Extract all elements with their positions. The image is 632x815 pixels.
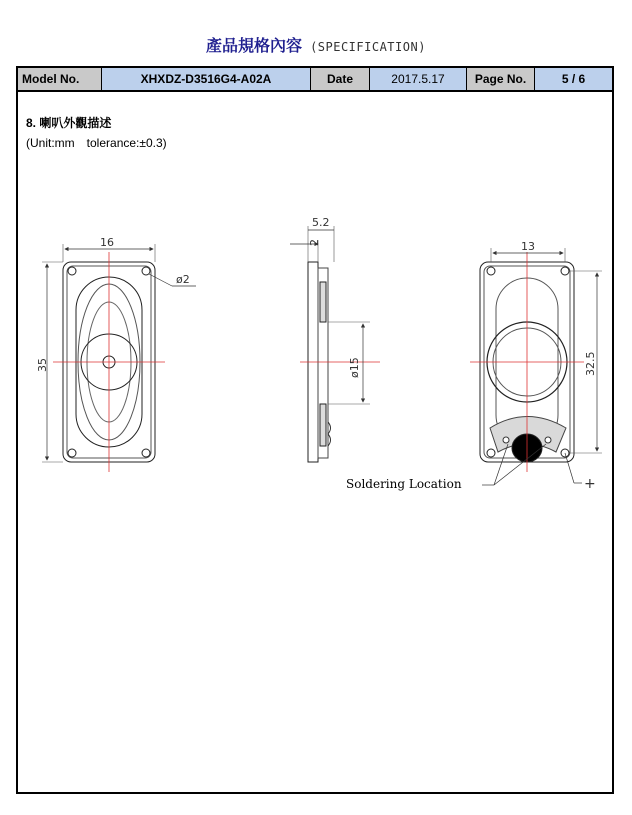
unit-text: (Unit:mm (26, 136, 75, 150)
solder-pad-left (503, 437, 509, 443)
solder-pad-right (545, 437, 551, 443)
model-label: Model No. (18, 68, 102, 90)
side-depth-label: 5.2 (312, 216, 330, 229)
model-value: XHXDZ-D3516G4-A02A (102, 68, 311, 90)
mount-hole-br (142, 449, 150, 457)
title-english: (SPECIFICATION) (310, 40, 426, 54)
mount-hole-bl (68, 449, 76, 457)
mount-hole-tr (142, 267, 150, 275)
soldering-location-label: Soldering Location (346, 477, 462, 491)
side-view (290, 226, 380, 462)
side-diameter-label: ø15 (348, 357, 361, 378)
section-title: 8. 喇叭外觀描述 (26, 116, 112, 130)
front-width-label: 16 (100, 236, 114, 249)
back-height-label: 32.5 (584, 351, 597, 376)
page-label: Page No. (467, 68, 535, 90)
side-slot-top (320, 282, 326, 322)
back-width-label: 13 (521, 240, 535, 253)
side-slot-bottom (320, 404, 326, 446)
date-label: Date (311, 68, 370, 90)
back-view (470, 248, 602, 485)
page-value: 5 / 6 (535, 68, 612, 90)
side-flange-label: 2 (308, 239, 321, 246)
mount-hole-tl (68, 267, 76, 275)
date-value: 2017.5.17 (370, 68, 467, 90)
plus-leader (565, 453, 574, 483)
front-height-label: 35 (36, 358, 49, 372)
front-view (42, 244, 196, 472)
tolerance-text: tolerance:±0.3) (86, 136, 167, 150)
plus-mark: + (584, 476, 596, 492)
title-chinese: 產品規格內容 (206, 36, 303, 55)
hole-leader (149, 274, 172, 286)
hole-label: ø2 (176, 273, 190, 286)
